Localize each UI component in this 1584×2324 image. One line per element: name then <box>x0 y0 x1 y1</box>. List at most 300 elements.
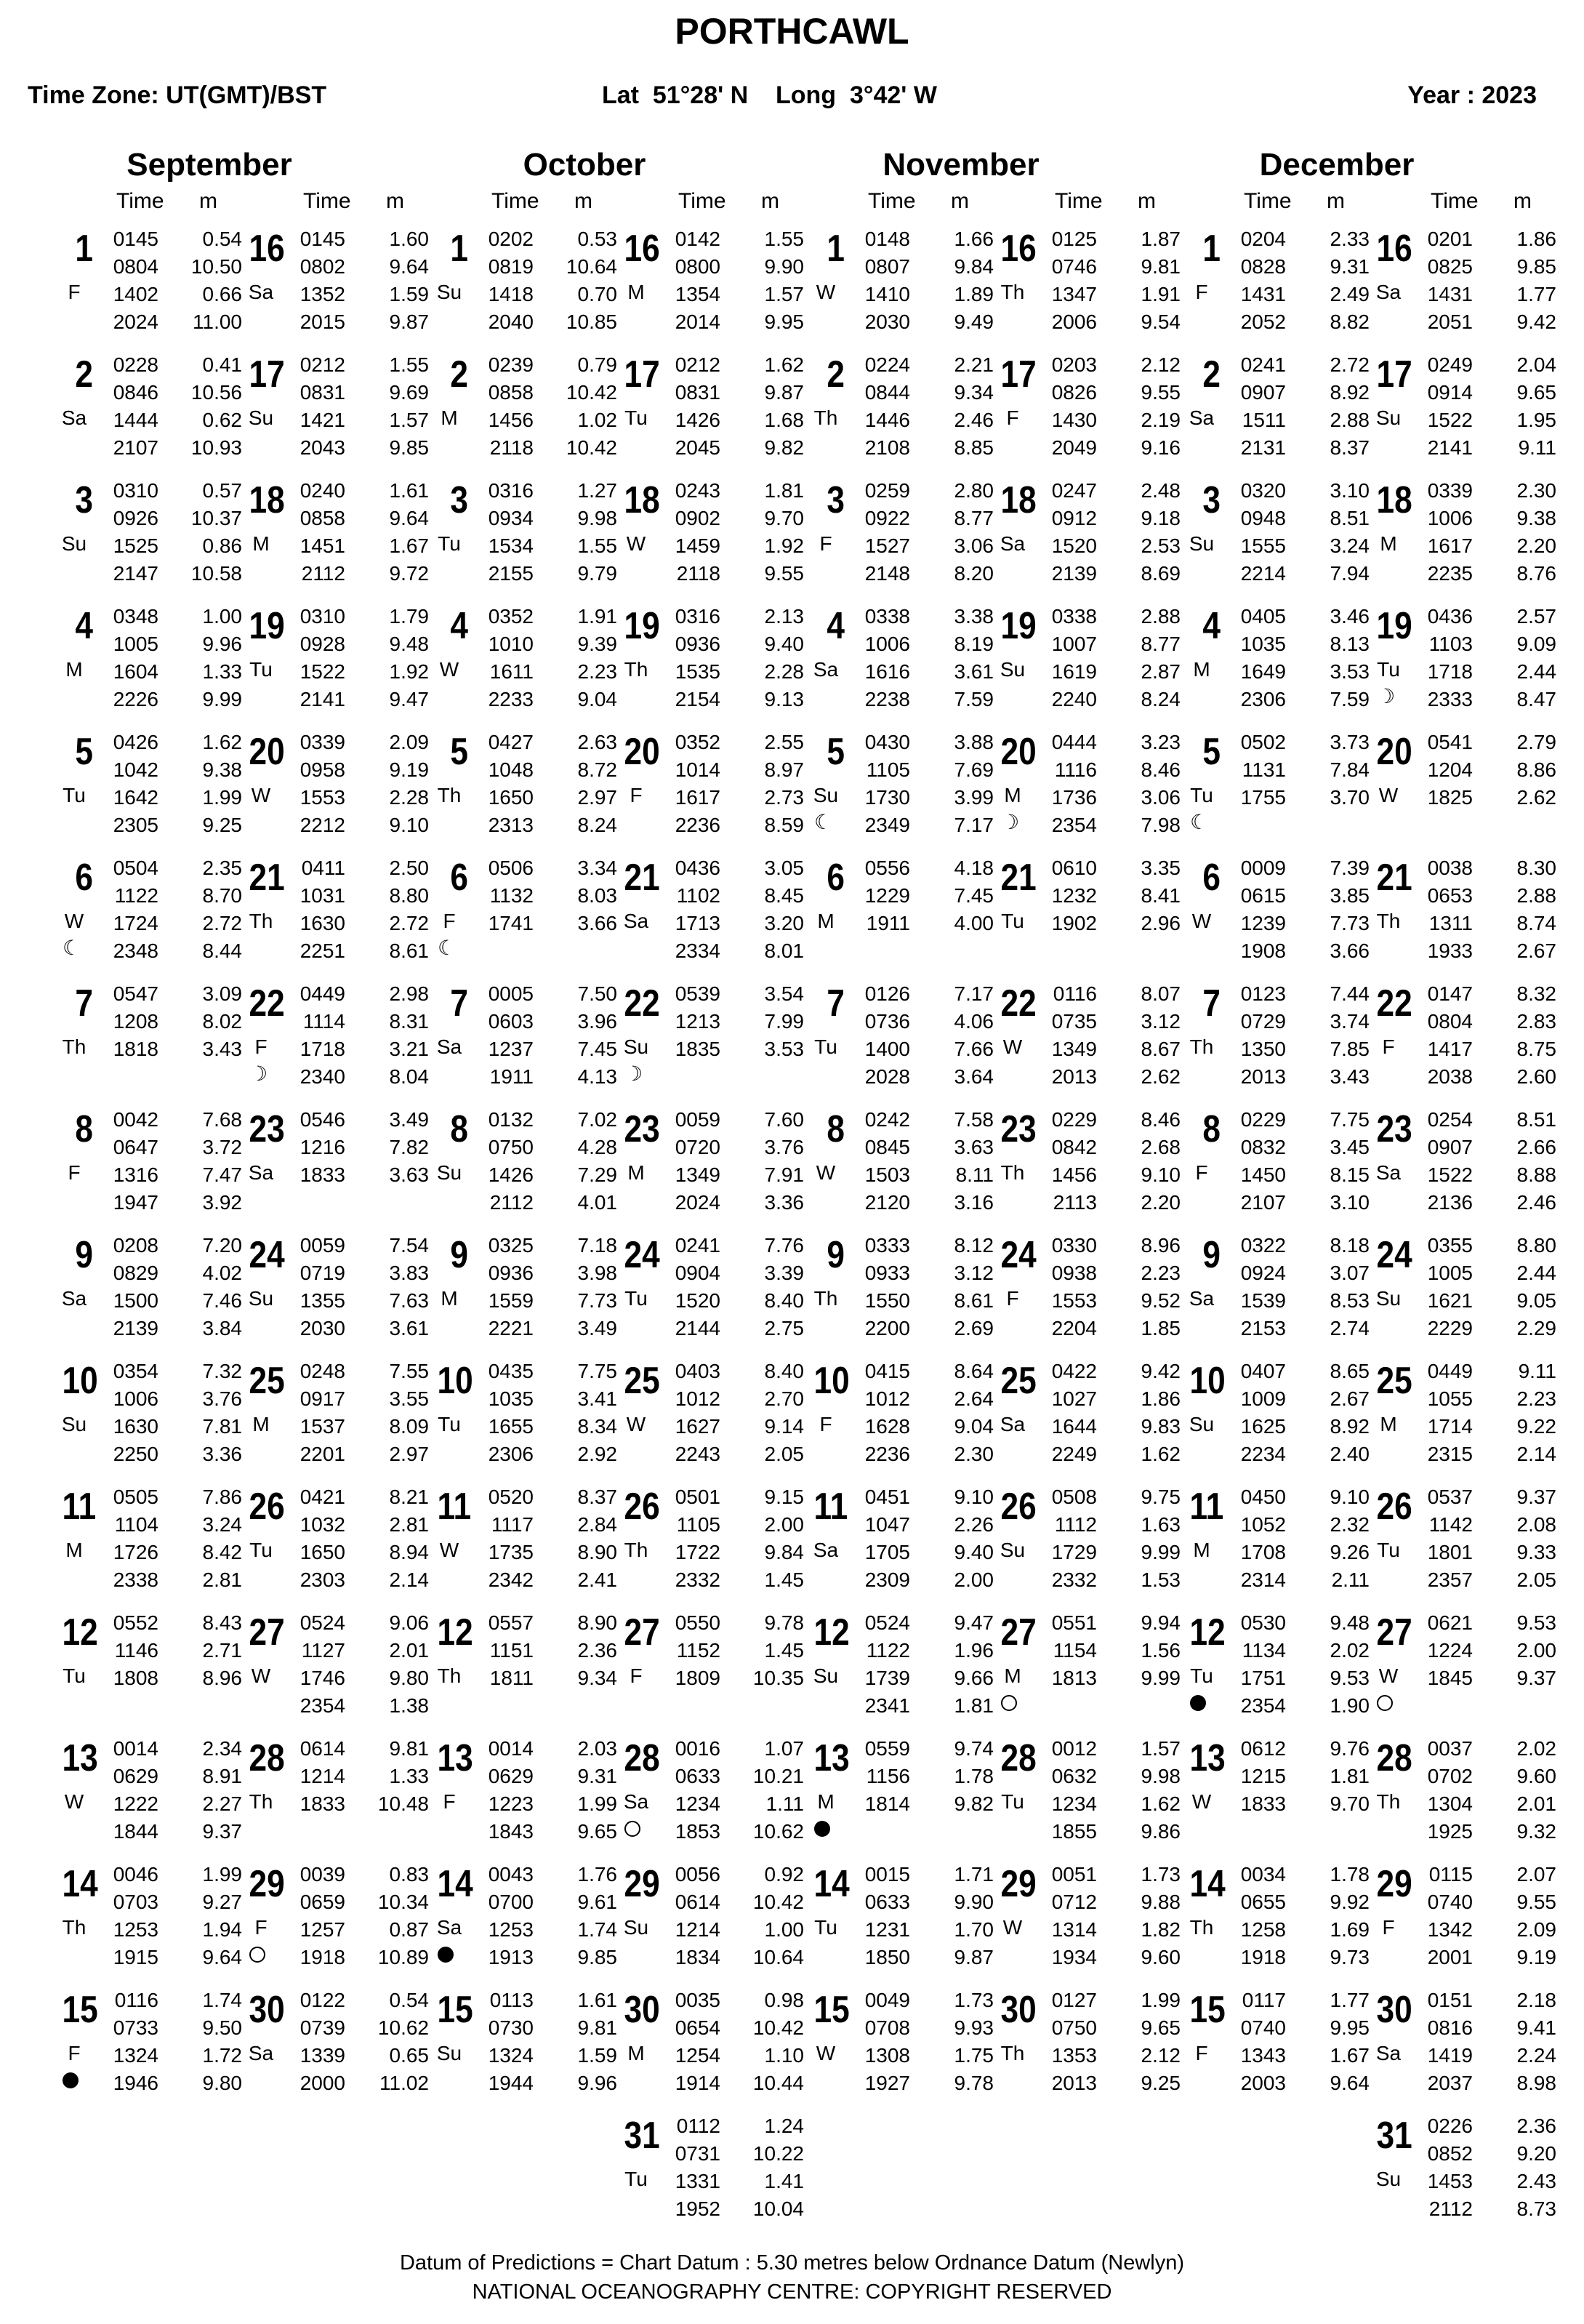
tide-height: 9.64 <box>389 255 429 278</box>
height-column-header: m <box>761 189 779 213</box>
tide-height: 0.92 <box>764 1863 804 1886</box>
tide-height: 8.73 <box>1516 2197 1556 2220</box>
tide-time: 1934 <box>1051 1946 1097 1968</box>
tide-row <box>662 882 804 910</box>
tide-time: 1649 <box>1240 660 1286 683</box>
tide-height: 10.42 <box>566 381 617 404</box>
day-number: 16 <box>249 228 285 270</box>
tide-height: 8.96 <box>202 1667 242 1689</box>
tide-time: 0113 <box>489 1989 534 2011</box>
tide-time: 1835 <box>675 1038 720 1060</box>
tide-height: 7.75 <box>577 1360 617 1382</box>
tide-time: 1944 <box>488 2072 534 2094</box>
weekday-label: Su <box>1000 658 1026 681</box>
tide-time: 2028 <box>864 1065 910 1088</box>
tide-height: 10.64 <box>566 255 617 278</box>
tide-row <box>100 1944 242 1971</box>
day-number: 26 <box>249 1486 285 1528</box>
weekday-label: M <box>817 1790 835 1813</box>
tide-time: 2357 <box>1427 1568 1473 1591</box>
new-moon-icon <box>814 1821 830 1837</box>
tide-height: 2.83 <box>1516 1010 1556 1033</box>
tide-height: 9.87 <box>954 1946 994 1968</box>
day-entry <box>995 1483 1181 1609</box>
tide-time: 1214 <box>299 1765 345 1787</box>
tide-time: 1122 <box>866 1639 910 1662</box>
tide-time: 1755 <box>1240 786 1286 809</box>
tide-time: 0928 <box>299 633 345 655</box>
tide-height: 9.11 <box>1518 436 1556 459</box>
day-entry <box>619 477 804 603</box>
tide-row <box>662 1790 804 1818</box>
tide-row <box>1039 1134 1181 1161</box>
tide-time: 1353 <box>1051 2044 1097 2067</box>
tide-row <box>852 434 994 462</box>
tide-height: 9.13 <box>764 688 804 710</box>
weekday-label: F <box>1382 1916 1395 1939</box>
tide-row <box>1415 784 1556 812</box>
tide-height: 1.61 <box>389 479 429 502</box>
tide-height: 7.85 <box>1330 1038 1370 1060</box>
tide-time: 2051 <box>1427 310 1473 333</box>
tide-row <box>852 1566 994 1594</box>
weekday-label: F <box>630 1664 643 1687</box>
tide-height: 9.82 <box>764 436 804 459</box>
tide-row <box>1228 1888 1370 1916</box>
day-number: 10 <box>437 1360 473 1402</box>
tide-row <box>100 784 242 812</box>
tide-row <box>852 603 994 630</box>
tide-time: 2024 <box>113 310 158 333</box>
tide-time: 0228 <box>113 353 158 376</box>
tide-height: 8.77 <box>1141 633 1181 655</box>
tide-height: 8.53 <box>1330 1289 1370 1312</box>
tide-time: 0559 <box>864 1737 910 1760</box>
tide-time: 0750 <box>488 1136 534 1158</box>
tide-row <box>1228 253 1370 281</box>
day-number: 30 <box>624 1989 660 2031</box>
tide-time: 1450 <box>1240 1163 1286 1186</box>
tide-time: 0501 <box>675 1486 720 1508</box>
tide-row <box>100 630 242 658</box>
tide-time: 0435 <box>488 1360 534 1382</box>
day-entry <box>808 1483 994 1609</box>
day-number: 10 <box>813 1360 850 1402</box>
tide-time: 0310 <box>299 605 345 628</box>
tide-height: 8.74 <box>1516 912 1556 934</box>
weekday-label: Su <box>436 2042 462 2064</box>
tide-height: 9.50 <box>202 2016 242 2039</box>
tide-time: 1410 <box>864 283 910 305</box>
tide-height: 8.72 <box>577 758 617 781</box>
weekday-label: Sa <box>248 2042 274 2064</box>
weekday-label: F <box>443 910 456 932</box>
tide-row <box>475 1483 617 1511</box>
tide-time: 0043 <box>488 1863 534 1886</box>
tide-height: 2.69 <box>954 1317 994 1339</box>
tide-row <box>1039 1483 1181 1511</box>
full-moon-icon <box>624 1821 640 1837</box>
tide-row <box>1228 1987 1370 2014</box>
tide-row <box>287 603 429 630</box>
tide-time: 1522 <box>1427 1163 1473 1186</box>
tide-row <box>287 1637 429 1664</box>
tide-row <box>1228 379 1370 406</box>
tide-row <box>1039 1161 1181 1189</box>
tide-time: 1611 <box>489 660 534 683</box>
tide-row <box>852 1315 994 1342</box>
tide-time: 2332 <box>675 1568 720 1591</box>
tide-time: 0907 <box>1427 1136 1473 1158</box>
tide-time: 2249 <box>1051 1443 1097 1465</box>
tide-height: 4.02 <box>202 1262 242 1284</box>
tide-row <box>1039 1735 1181 1763</box>
tide-height: 9.73 <box>1330 1946 1370 1968</box>
weekday-label: Th <box>624 658 648 681</box>
tide-row <box>852 756 994 784</box>
tide-row <box>1415 2168 1556 2195</box>
tide-row <box>1039 2042 1181 2069</box>
tide-height: 9.47 <box>389 688 429 710</box>
day-number: 11 <box>62 1486 97 1528</box>
tide-time: 1527 <box>864 534 910 557</box>
day-entry <box>57 1232 242 1358</box>
tide-height: 3.20 <box>764 912 804 934</box>
tide-time: 0828 <box>1240 255 1286 278</box>
tide-row <box>287 505 429 532</box>
tide-time: 0557 <box>488 1611 534 1634</box>
tide-height: 1.63 <box>1141 1513 1181 1536</box>
tide-time: 0038 <box>1427 857 1473 879</box>
tide-row <box>100 1161 242 1189</box>
tide-row <box>1039 784 1181 812</box>
tide-height: 7.29 <box>577 1163 617 1186</box>
tide-height: 9.31 <box>1330 255 1370 278</box>
tide-row <box>1039 1609 1181 1637</box>
tide-height: 3.09 <box>202 982 242 1005</box>
tide-time: 1617 <box>675 786 720 809</box>
tide-height: 8.11 <box>955 1163 994 1186</box>
tide-row <box>287 281 429 308</box>
tide-row <box>852 1888 994 1916</box>
tide-height: 7.17 <box>954 982 994 1005</box>
tide-height: 3.66 <box>577 912 617 934</box>
tide-height: 8.34 <box>577 1415 617 1438</box>
weekday-label: Su <box>61 1413 87 1435</box>
tide-time: 1116 <box>1054 758 1097 781</box>
tide-height: 1.62 <box>1141 1443 1181 1465</box>
tide-row <box>1039 281 1181 308</box>
first-quarter-moon-icon: ☽ <box>624 1062 643 1085</box>
tide-time: 0242 <box>864 1108 910 1131</box>
weekday-label: Th <box>813 1287 838 1310</box>
day-number: 18 <box>624 479 660 521</box>
tide-row <box>852 225 994 253</box>
tide-height: 8.70 <box>202 884 242 907</box>
tide-time: 1234 <box>675 1792 720 1815</box>
tide-height: 2.55 <box>764 731 804 753</box>
tide-time: 1105 <box>866 758 910 781</box>
tide-height: 2.32 <box>1330 1513 1370 1536</box>
day-entry <box>1184 1735 1370 1861</box>
tide-height: 10.35 <box>752 1667 804 1689</box>
tide-time: 1825 <box>1427 786 1473 809</box>
tide-time: 1952 <box>675 2197 720 2220</box>
tide-height: 3.72 <box>202 1136 242 1158</box>
tide-row <box>852 1735 994 1763</box>
tide-row <box>662 477 804 505</box>
tide-row <box>287 756 429 784</box>
tide-row <box>100 854 242 882</box>
tide-row <box>100 1232 242 1259</box>
tide-row <box>1228 1861 1370 1888</box>
tide-time: 1105 <box>676 1513 720 1536</box>
tide-time: 1152 <box>676 1639 720 1662</box>
tide-time: 0632 <box>1051 1765 1097 1787</box>
tide-time: 2332 <box>1051 1568 1097 1591</box>
weekday-label: W <box>1378 784 1399 806</box>
tide-row <box>1039 2069 1181 2097</box>
tide-time: 0241 <box>675 1234 720 1257</box>
tide-time: 0731 <box>675 2142 720 2165</box>
tide-row <box>852 1483 994 1511</box>
day-entry <box>432 1106 617 1232</box>
tide-height: 3.99 <box>954 786 994 809</box>
tide-time: 1503 <box>864 1163 910 1186</box>
tide-height: 3.36 <box>202 1443 242 1465</box>
tide-height: 0.79 <box>577 353 617 376</box>
tide-row <box>662 1566 804 1594</box>
tide-height: 2.27 <box>202 1792 242 1815</box>
tide-time: 0703 <box>113 1891 158 1913</box>
tide-row <box>662 756 804 784</box>
tide-time: 0059 <box>675 1108 720 1131</box>
tide-row <box>852 281 994 308</box>
copyright-note: NATIONAL OCEANOGRAPHY CENTRE: COPYRIGHT RESERVED <box>472 2280 1112 2304</box>
tide-time: 2037 <box>1427 2072 1473 2094</box>
day-entry <box>244 980 429 1106</box>
tide-row <box>100 1637 242 1664</box>
tide-time: 1446 <box>864 409 910 431</box>
tide-time: 1102 <box>676 884 720 907</box>
tide-row <box>662 980 804 1008</box>
weekday-label: Th <box>249 1790 273 1813</box>
tide-time: 2148 <box>864 562 910 585</box>
tide-height: 4.13 <box>577 1065 617 1088</box>
tide-time: 0012 <box>1051 1737 1097 1760</box>
tide-row <box>100 281 242 308</box>
tide-height: 0.62 <box>202 409 242 431</box>
tide-height: 2.30 <box>1516 479 1556 502</box>
tide-row <box>1415 658 1556 686</box>
tide-height: 1.79 <box>389 605 429 628</box>
weekday-label: M <box>1193 1539 1210 1561</box>
tide-row <box>1415 1539 1556 1566</box>
day-number: 25 <box>249 1360 285 1402</box>
tide-height: 9.53 <box>1330 1667 1370 1689</box>
weekday-label: W <box>251 1664 271 1687</box>
tide-time: 2354 <box>1051 814 1097 836</box>
tide-time: 0746 <box>1051 255 1097 278</box>
weekday-label: Sa <box>248 1161 274 1184</box>
page-title: PORTHCAWL <box>675 11 909 52</box>
tide-height: 8.42 <box>202 1541 242 1563</box>
tide-row <box>852 630 994 658</box>
tide-height: 1.02 <box>577 409 617 431</box>
tide-row <box>1228 1944 1370 1971</box>
day-entry <box>619 1609 804 1735</box>
day-entry <box>619 1483 804 1609</box>
tide-row <box>1228 281 1370 308</box>
tide-time: 1714 <box>1427 1415 1473 1438</box>
weekday-label: W <box>816 2042 836 2064</box>
tide-height: 9.78 <box>764 1611 804 1634</box>
day-entry <box>995 729 1181 854</box>
tide-time: 0926 <box>113 507 158 529</box>
weekday-label: Su <box>436 281 462 303</box>
tide-row <box>1415 1189 1556 1217</box>
tide-time: 2226 <box>113 688 158 710</box>
tide-height: 9.84 <box>764 1541 804 1563</box>
tide-time: 1833 <box>299 1163 345 1186</box>
tide-height: 3.21 <box>389 1038 429 1060</box>
tide-row <box>1415 2014 1556 2042</box>
tide-time: 1741 <box>488 912 534 934</box>
tide-height: 9.48 <box>389 633 429 655</box>
tide-row <box>1039 1063 1181 1091</box>
tide-row <box>100 729 242 756</box>
day-number: 11 <box>813 1486 848 1528</box>
day-number: 9 <box>1202 1234 1221 1276</box>
day-number: 24 <box>624 1234 660 1276</box>
tide-row <box>475 882 617 910</box>
day-number: 31 <box>1376 2115 1412 2157</box>
tide-row <box>100 1035 242 1063</box>
tide-time: 1751 <box>1240 1667 1286 1689</box>
tide-height: 9.41 <box>1516 2016 1556 2039</box>
tide-time: 0730 <box>488 2016 534 2039</box>
tide-time: 2013 <box>1051 1065 1097 1088</box>
weekday-label: Th <box>437 784 462 806</box>
tide-time: 0403 <box>675 1360 720 1382</box>
day-number: 12 <box>813 1611 850 1654</box>
tide-time: 2107 <box>1240 1191 1286 1214</box>
tide-row <box>287 308 429 336</box>
day-number: 6 <box>827 857 845 899</box>
tide-height: 8.37 <box>577 1486 617 1508</box>
tide-height: 8.46 <box>1141 758 1181 781</box>
tide-row <box>287 729 429 756</box>
tide-row <box>475 1287 617 1315</box>
day-number: 26 <box>1000 1486 1037 1528</box>
tide-height: 9.15 <box>764 1486 804 1508</box>
tide-time: 0551 <box>1051 1611 1097 1634</box>
tide-row <box>662 1441 804 1468</box>
tide-time: 1845 <box>1427 1667 1473 1689</box>
day-number: 14 <box>437 1863 473 1905</box>
tide-row <box>1415 1259 1556 1287</box>
tide-row <box>1228 686 1370 713</box>
tide-height: 3.36 <box>764 1191 804 1214</box>
tide-height: 9.38 <box>202 758 242 781</box>
day-number: 26 <box>1376 1486 1412 1528</box>
tide-row <box>475 281 617 308</box>
tide-row <box>1228 854 1370 882</box>
tide-row <box>1039 603 1181 630</box>
tide-height: 3.53 <box>1330 660 1370 683</box>
tide-height: 1.45 <box>764 1639 804 1662</box>
tide-time: 0550 <box>675 1611 720 1634</box>
tide-time: 0832 <box>1240 1136 1286 1158</box>
tide-row <box>1415 729 1556 756</box>
tide-height: 9.55 <box>1141 381 1181 404</box>
tide-height: 7.73 <box>1330 912 1370 934</box>
tide-row <box>1415 379 1556 406</box>
tide-time: 0804 <box>1427 1010 1473 1033</box>
day-entry <box>432 1609 617 1735</box>
tide-time: 0407 <box>1240 1360 1286 1382</box>
tide-row <box>662 1413 804 1441</box>
tide-time: 1818 <box>113 1038 158 1060</box>
tide-height: 3.54 <box>764 982 804 1005</box>
tide-row <box>662 1483 804 1511</box>
tide-time: 1104 <box>114 1513 158 1536</box>
tide-row <box>662 2069 804 2097</box>
day-entry <box>1371 2112 1556 2238</box>
tide-time: 0934 <box>488 507 534 529</box>
day-entry <box>432 1232 617 1358</box>
day-number: 5 <box>827 731 845 773</box>
tide-height: 3.61 <box>954 660 994 683</box>
tide-row <box>1415 1063 1556 1091</box>
tide-time: 2144 <box>675 1317 720 1339</box>
tide-time: 2141 <box>299 688 345 710</box>
tide-height: 7.94 <box>1330 562 1370 585</box>
tide-time: 2000 <box>299 2072 345 2094</box>
tide-time: 0014 <box>113 1737 158 1760</box>
tide-time: 0924 <box>1240 1262 1286 1284</box>
tide-row <box>100 1818 242 1846</box>
tide-time: 0614 <box>675 1891 720 1913</box>
weekday-label: Sa <box>248 281 274 303</box>
tide-height: 2.72 <box>389 912 429 934</box>
tide-time: 1729 <box>1051 1541 1097 1563</box>
tide-height: 2.18 <box>1516 1989 1556 2011</box>
tide-height: 10.44 <box>752 2072 804 2094</box>
day-number: 6 <box>450 857 468 899</box>
tide-row <box>475 1134 617 1161</box>
tide-time: 0426 <box>113 731 158 753</box>
tide-height: 1.99 <box>1141 1989 1181 2011</box>
tide-height: 2.62 <box>1516 786 1556 809</box>
tide-row <box>287 1987 429 2014</box>
tide-time: 1127 <box>301 1639 345 1662</box>
tide-height: 1.99 <box>202 1863 242 1886</box>
year-label: Year : 2023 <box>1407 81 1537 109</box>
tide-row <box>100 351 242 379</box>
day-number: 24 <box>1000 1234 1037 1276</box>
tide-height: 2.36 <box>577 1639 617 1662</box>
tide-time: 1855 <box>1051 1820 1097 1843</box>
weekday-label: Tu <box>1377 658 1400 681</box>
tide-row <box>475 434 617 462</box>
day-number: 12 <box>1189 1611 1226 1654</box>
tide-row <box>1415 1134 1556 1161</box>
tide-height: 4.01 <box>577 1191 617 1214</box>
tide-row <box>1228 1287 1370 1315</box>
tide-row <box>475 560 617 588</box>
tide-height: 2.60 <box>1516 1065 1556 1088</box>
